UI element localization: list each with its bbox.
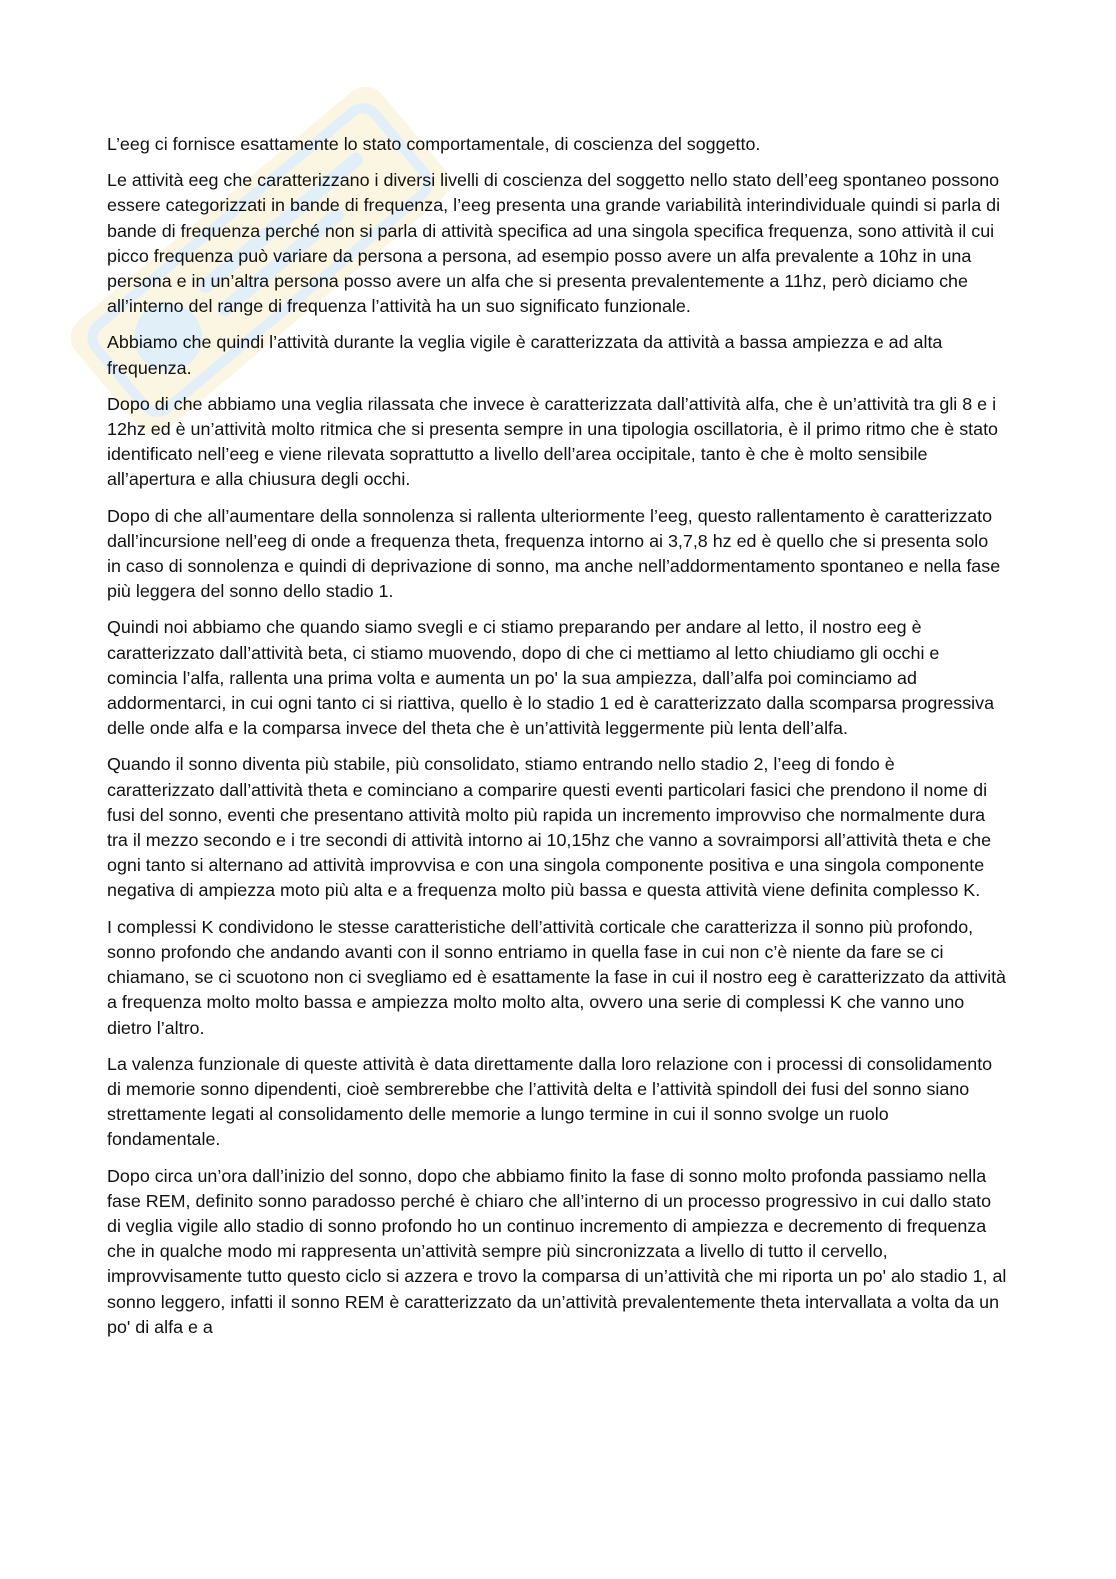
document-body — [107, 132, 1007, 1351]
paragraph: Abbiamo che quindi l’attività durante la veglia vigile è caratterizzata da attività a bassa ampiezza e ad alta frequenza. — [107, 332, 943, 378]
paragraph: Le attività eeg che caratterizzano i diversi livelli di coscienza del soggetto nello stato dell’eeg spontaneo possono essere categorizzati in bande di frequenza, l’eeg presenta una grande variabilità interindividuale quindi si parla di bande di frequenza perché non si parla di attività specifica ad una singola specifica frequenza, sono attività il cui picco frequenza può variare da persona a persona, ad esempio posso avere un alfa prevalente a 10hz in una persona e in un’altra persona posso avere un alfa che si presenta prevalentemente a 11hz, però diciamo che all’interno del range di frequenza l’attività ha un suo significato funzionale. — [107, 170, 1001, 317]
paragraph: Quando il sonno diventa più stabile, più consolidato, stiamo entrando nello stadio 2, l’eeg di fondo è caratterizzato dall’attività theta e cominciano a comparire questi eventi particolari fasici che prendono il nome di fusi del sonno, eventi che presentano attività molto più rapida un incremento improvviso che normalmente dura tra il mezzo secondo e i tre secondi di attività intorno ai 10,15hz che vanno a sovraimporsi all’attività theta e che ogni tanto si alternano ad attività improvvisa e con una singola componente positiva e una singola componente negativa di ampiezza moto più alta e a frequenza molto più bassa e questa attività viene definita complesso K. — [107, 754, 992, 901]
paragraph: Dopo circa un’ora dall’inizio del sonno, dopo che abbiamo finito la fase di sonno molto profonda passiamo nella fase REM, definito sonno paradosso perché è chiaro che all’interno di un processo progressivo in cui dallo stato di veglia vigile allo stadio di sonno profondo ho un continuo incremento di ampiezza e decremento di frequenza che in qualche modo mi rappresenta un’attività sempre più sincronizzata a livello di tutto il cervello, improvvisamente tutto questo ciclo si azzera e trovo la comparsa di un’attività che mi riporta un po' alo stadio 1, al sonno leggero, infatti il sonno REM è caratterizzato da un’attività prevalentemente theta intervallata a volta da un po' di alfa e a — [107, 1165, 1007, 1337]
paragraph: La valenza funzionale di queste attività è data direttamente dalla loro relazione con i processi di consolidamento di memorie sonno dipendenti, cioè sembrerebbe che l’attività delta e l’attività spindoll dei fusi del sonno siano strettamente legati al consolidamento delle memorie a lungo termine in cui il sonno svolge un ruolo fondamentale. — [107, 1053, 993, 1150]
paragraph: Dopo di che all’aumentare della sonnolenza si rallenta ulteriormente l’eeg, questo rallentamento è caratterizzato dall’incursione nell’eeg di onde a frequenza theta, frequenza intorno ai 3,7,8 hz ed è quello che si presenta solo in caso di sonnolenza e quindi di deprivazione di sonno, ma anche nell’addormentamento spontaneo e nella fase più leggera del sonno dello stadio 1. — [107, 505, 1001, 602]
paragraph: I complessi K condividono le stesse caratteristiche dell’attività corticale che caratterizza il sonno più profondo, sonno profondo che andando avanti con il sonno entriamo in quella fase in cui non c’è niente da fare se ci chiamano, se ci scuotono non ci svegliamo ed è esattamente la fase in cui il nostro eeg è caratterizzato da attività a frequenza molto molto bassa e ampiezza molto molto alta, ovvero una serie di complessi K che vanno uno dietro l’altro. — [107, 916, 1007, 1038]
paragraph: Dopo di che abbiamo una veglia rilassata che invece è caratterizzata dall’attività alfa, che è un’attività tra gli 8 e i 12hz ed è un’attività molto ritmica che si presenta sempre in una tipologia oscillatoria, è il primo ritmo che è stato identificato nell’eeg e viene rilevata soprattutto a livello dell’area occipitale, tanto è che è molto sensibile all’apertura e alla chiusura degli occhi. — [107, 393, 998, 490]
paragraph: Quindi noi abbiamo che quando siamo svegli e ci stiamo preparando per andare al letto, il nostro eeg è caratterizzato dall’attività beta, ci stiamo muovendo, dopo di che ci mettiamo al letto chiudiamo gli occhi e comincia l’alfa, rallenta una prima volta e aumenta un po' la sua ampiezza, dall’alfa poi cominciamo ad addormentarci, in cui ogni tanto ci si riattiva, quello è lo stadio 1 ed è caratterizzato dalla scomparsa progressiva delle onde alfa e la comparsa invece del theta che è un’attività leggermente più lenta dell’alfa. — [107, 617, 995, 739]
paragraph: L’eeg ci fornisce esattamente lo stato comportamentale, di coscienza del soggetto. — [107, 134, 761, 154]
